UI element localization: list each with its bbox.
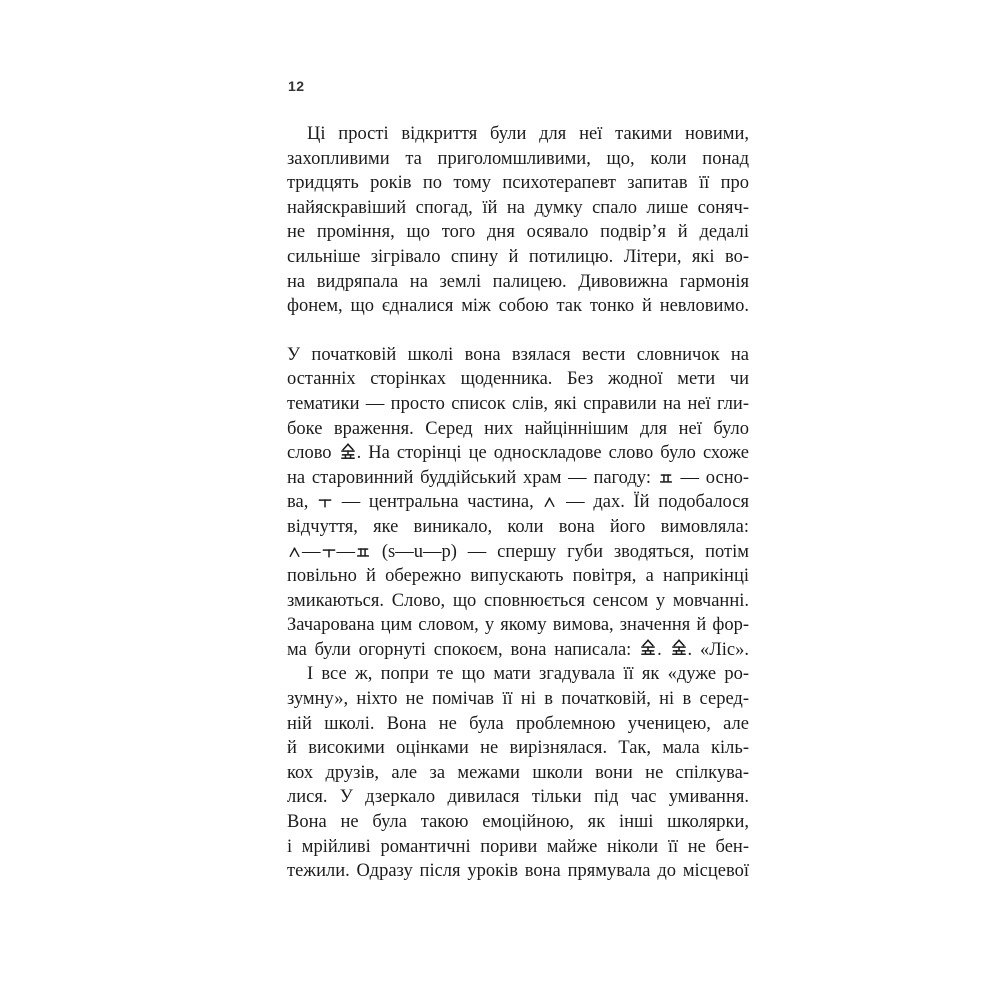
text-line: ній школі. Вона не була проблемною ученицею, але (287, 713, 749, 734)
text-line: І все ж, попри те що мати згадувала її як «дуже ро- (307, 664, 749, 685)
text-line: — — (s—u—p) — спершу губи зводяться, потім (287, 540, 749, 565)
jamo-pieup-glyph (356, 547, 370, 558)
text-line: змикаються. Слово, що сповнюється сенсом у мовчанні. (287, 590, 749, 611)
text-line: не проміння, що того дня осявало подвір’я й дедалі (287, 222, 749, 243)
jamo-siot-glyph (288, 547, 301, 558)
text-line: повільно й обережно випускають повітря, а наприкінці (287, 566, 749, 587)
text-line: тежили. Одразу після уроків вона прямувала до місцевої (287, 861, 749, 882)
paragraph-3 (287, 662, 749, 883)
text-line: ва, — центральна частина, — дах. Їй подобалося (287, 492, 749, 513)
text-line: тридцять років по тому психотерапевт запитав її про (287, 173, 749, 194)
jamo-siot-glyph (543, 497, 556, 508)
text-line: сильніше зігрівало спину й потилицю. Літери, які во- (287, 246, 749, 267)
text-line: У початковій школі вона взялася вести словничок на (287, 344, 749, 365)
hangul-sup-glyph (340, 443, 356, 460)
text-line: Зачарована цим словом, у якому вимова, значення й фор- (287, 615, 749, 636)
text-line: Вона не була такою емоційною, як інші школярки, (287, 812, 749, 833)
text-line: боке враження. Серед них найціннішим для неї було (287, 418, 749, 439)
paragraph-1 (287, 122, 749, 319)
text-line: слово . На сторінці це односкладове слово було схоже (287, 443, 749, 464)
text-line: на старовинний буддійський храм — пагоду: — осно- (287, 467, 750, 488)
text-line: тематики — просто список слів, які справили на неї гли- (287, 393, 749, 414)
text-line: й високими оцінками не вирізнялася. Так, мала кіль- (287, 738, 749, 759)
text-line: останніх сторінках щоденника. Без жодної мети чи (287, 369, 749, 390)
text-line: кох друзів, але за межами школи вони не спілкува- (287, 762, 749, 783)
text-line: зумну», ніхто не помічав її ні в початковій, ні в серед- (287, 689, 749, 710)
text-line: і мрійливі романтичні пориви майже ніколи її не бен- (287, 836, 749, 857)
text-line: захопливими та приголомшливими, що, коли понад (287, 148, 749, 169)
page-number: 12 (288, 78, 305, 94)
hangul-sup-glyph (671, 639, 687, 656)
text-line: найяскравіший спогад, їй на думку спало лише соняч- (287, 197, 749, 218)
jamo-u-glyph (318, 497, 332, 508)
jamo-pieup-glyph (659, 473, 673, 484)
text-column (287, 122, 749, 884)
text-line: фонем, що єдналися між собою так тонко й невловимо. (287, 296, 749, 317)
text-line: ма були огорнуті спокоєм, вона написала: . . «Ліс». (287, 639, 749, 660)
text-line: відчуття, яке виникало, коли вона його вимовляла: (287, 516, 749, 537)
text-line: на видряпала на землі палицею. Дивовижна гармонія (287, 271, 749, 292)
paragraph-2 (287, 343, 749, 663)
text-line: лися. У дзеркало дивилася тільки під час умивання. (287, 787, 749, 808)
hangul-sup-glyph (640, 639, 656, 656)
jamo-u-glyph (322, 547, 336, 558)
text-line: Ці прості відкриття були для неї такими новими, (307, 124, 749, 144)
